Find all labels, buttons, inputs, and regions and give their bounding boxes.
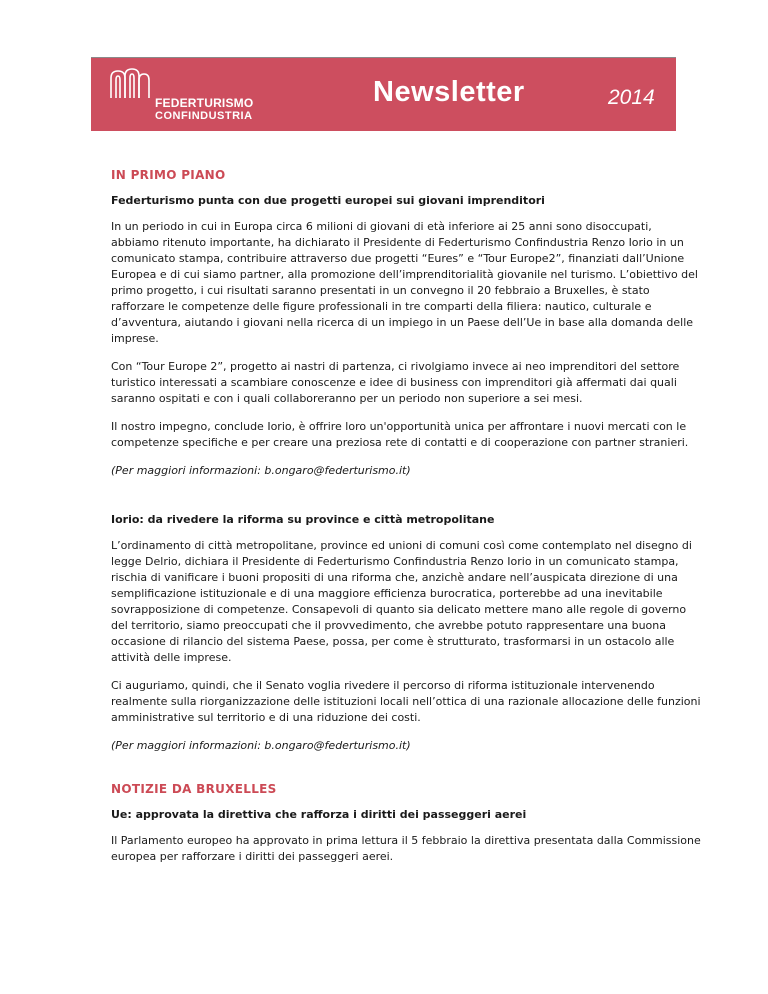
section-title-in-primo-piano: IN PRIMO PIANO [111, 168, 226, 182]
newsletter-year: 2014 [608, 86, 655, 109]
article-paragraph: In un periodo in cui in Europa circa 6 milioni di giovani di età inferiore ai 25 anni sono disoccupati, abbiamo ritenuto importante, ha dichiarato il Presidente di Federturismo Confindustria Renzo Iorio in un comunicato stampa, contribuire attraverso due progetti “Eures” e “Tour Europe2”, finanziati dall’Unione Europea e di cui siamo partner, alla promozione dell’imprenditorialità giovanile nel turismo. L’obiettivo del primo progetto, i cui risultati saranno presentati in un convegno il 20 febbraio a Bruxelles, è stato rafforzare le competenze delle figure professionali in tre comparti della filiera: nautico, culturale e d’avventura, aiutando i giovani nella ricerca di un impiego in un Paese dell’Ue in base alla domanda delle imprese. [111, 220, 698, 345]
article-paragraph: Il nostro impegno, conclude Iorio, è offrire loro un'opportunità unica per affrontare i nuovi mercati con le competenze specifiche e per creare una preziosa rete di contatti e di cooperazione con partner stranieri. [111, 420, 689, 449]
federturismo-logo-icon [107, 68, 151, 100]
article-paragraph: L’ordinamento di città metropolitane, province ed unioni di comuni così come contemplato nel disegno di legge Delrio, dichiara il Presidente di Federturismo Confindustria Renzo Iorio in un comunicato stampa, rischia di vanificare i buoni propositi di una riforma che, anzichè andare nell’auspicata direzione di una semplificazione istituzionale e di una maggiore efficienza burocratica, porterebbe ad una inevitabile sovrapposizione di competenze. Consapevoli di quanto sia delicato mettere mano alle regole di governo del territorio, siamo preoccupati che il provvedimento, che avrebbe potuto rappresentare una buona occasione di rilancio del sistema Paese, possa, per come è strutturato, trasformarsi in un ostacolo alle attività delle imprese. [111, 539, 692, 664]
contact-info: (Per maggiori informazioni: b.ongaro@federturismo.it) [111, 464, 411, 477]
newsletter-banner [91, 57, 676, 131]
contact-info: (Per maggiori informazioni: b.ongaro@federturismo.it) [111, 739, 411, 752]
article-paragraph: Il Parlamento europeo ha approvato in prima lettura il 5 febbraio la direttiva presentata dalla Commissione europea per rafforzare i diritti dei passeggeri aerei. [111, 834, 701, 863]
article-title: Iorio: da rivedere la riforma su province e città metropolitane [111, 513, 495, 526]
article-paragraph: Ci auguriamo, quindi, che il Senato voglia rivedere il percorso di riforma istituzionale intervenendo realmente sulla riorganizzazione delle istituzioni locali nell’ottica di una razionale allocazione delle funzioni amministrative sul territorio e di una riduzione dei costi. [111, 679, 701, 724]
article-title: Ue: approvata la direttiva che rafforza i diritti dei passeggeri aerei [111, 808, 527, 821]
newsletter-title: Newsletter [373, 76, 525, 108]
section-title-notizie-da-bruxelles: NOTIZIE DA BRUXELLES [111, 782, 277, 796]
article-paragraph: Con “Tour Europe 2”, progetto ai nastri di partenza, ci rivolgiamo invece ai neo imprenditori del settore turistico interessati a scambiare conoscenze e idee di business con imprenditori già affermati dai quali saranno ospitati e con i quali collaboreranno per un periodo non superiore a sei mesi. [111, 360, 680, 405]
spacer [111, 766, 701, 782]
logo-text-confindustria: CONFINDUSTRIA [155, 110, 253, 122]
spacer [111, 491, 701, 513]
newsletter-content [111, 168, 701, 877]
logo-text-federturismo: FEDERTURISMO [155, 96, 254, 110]
article-title: Federturismo punta con due progetti europei sui giovani imprenditori [111, 194, 545, 207]
